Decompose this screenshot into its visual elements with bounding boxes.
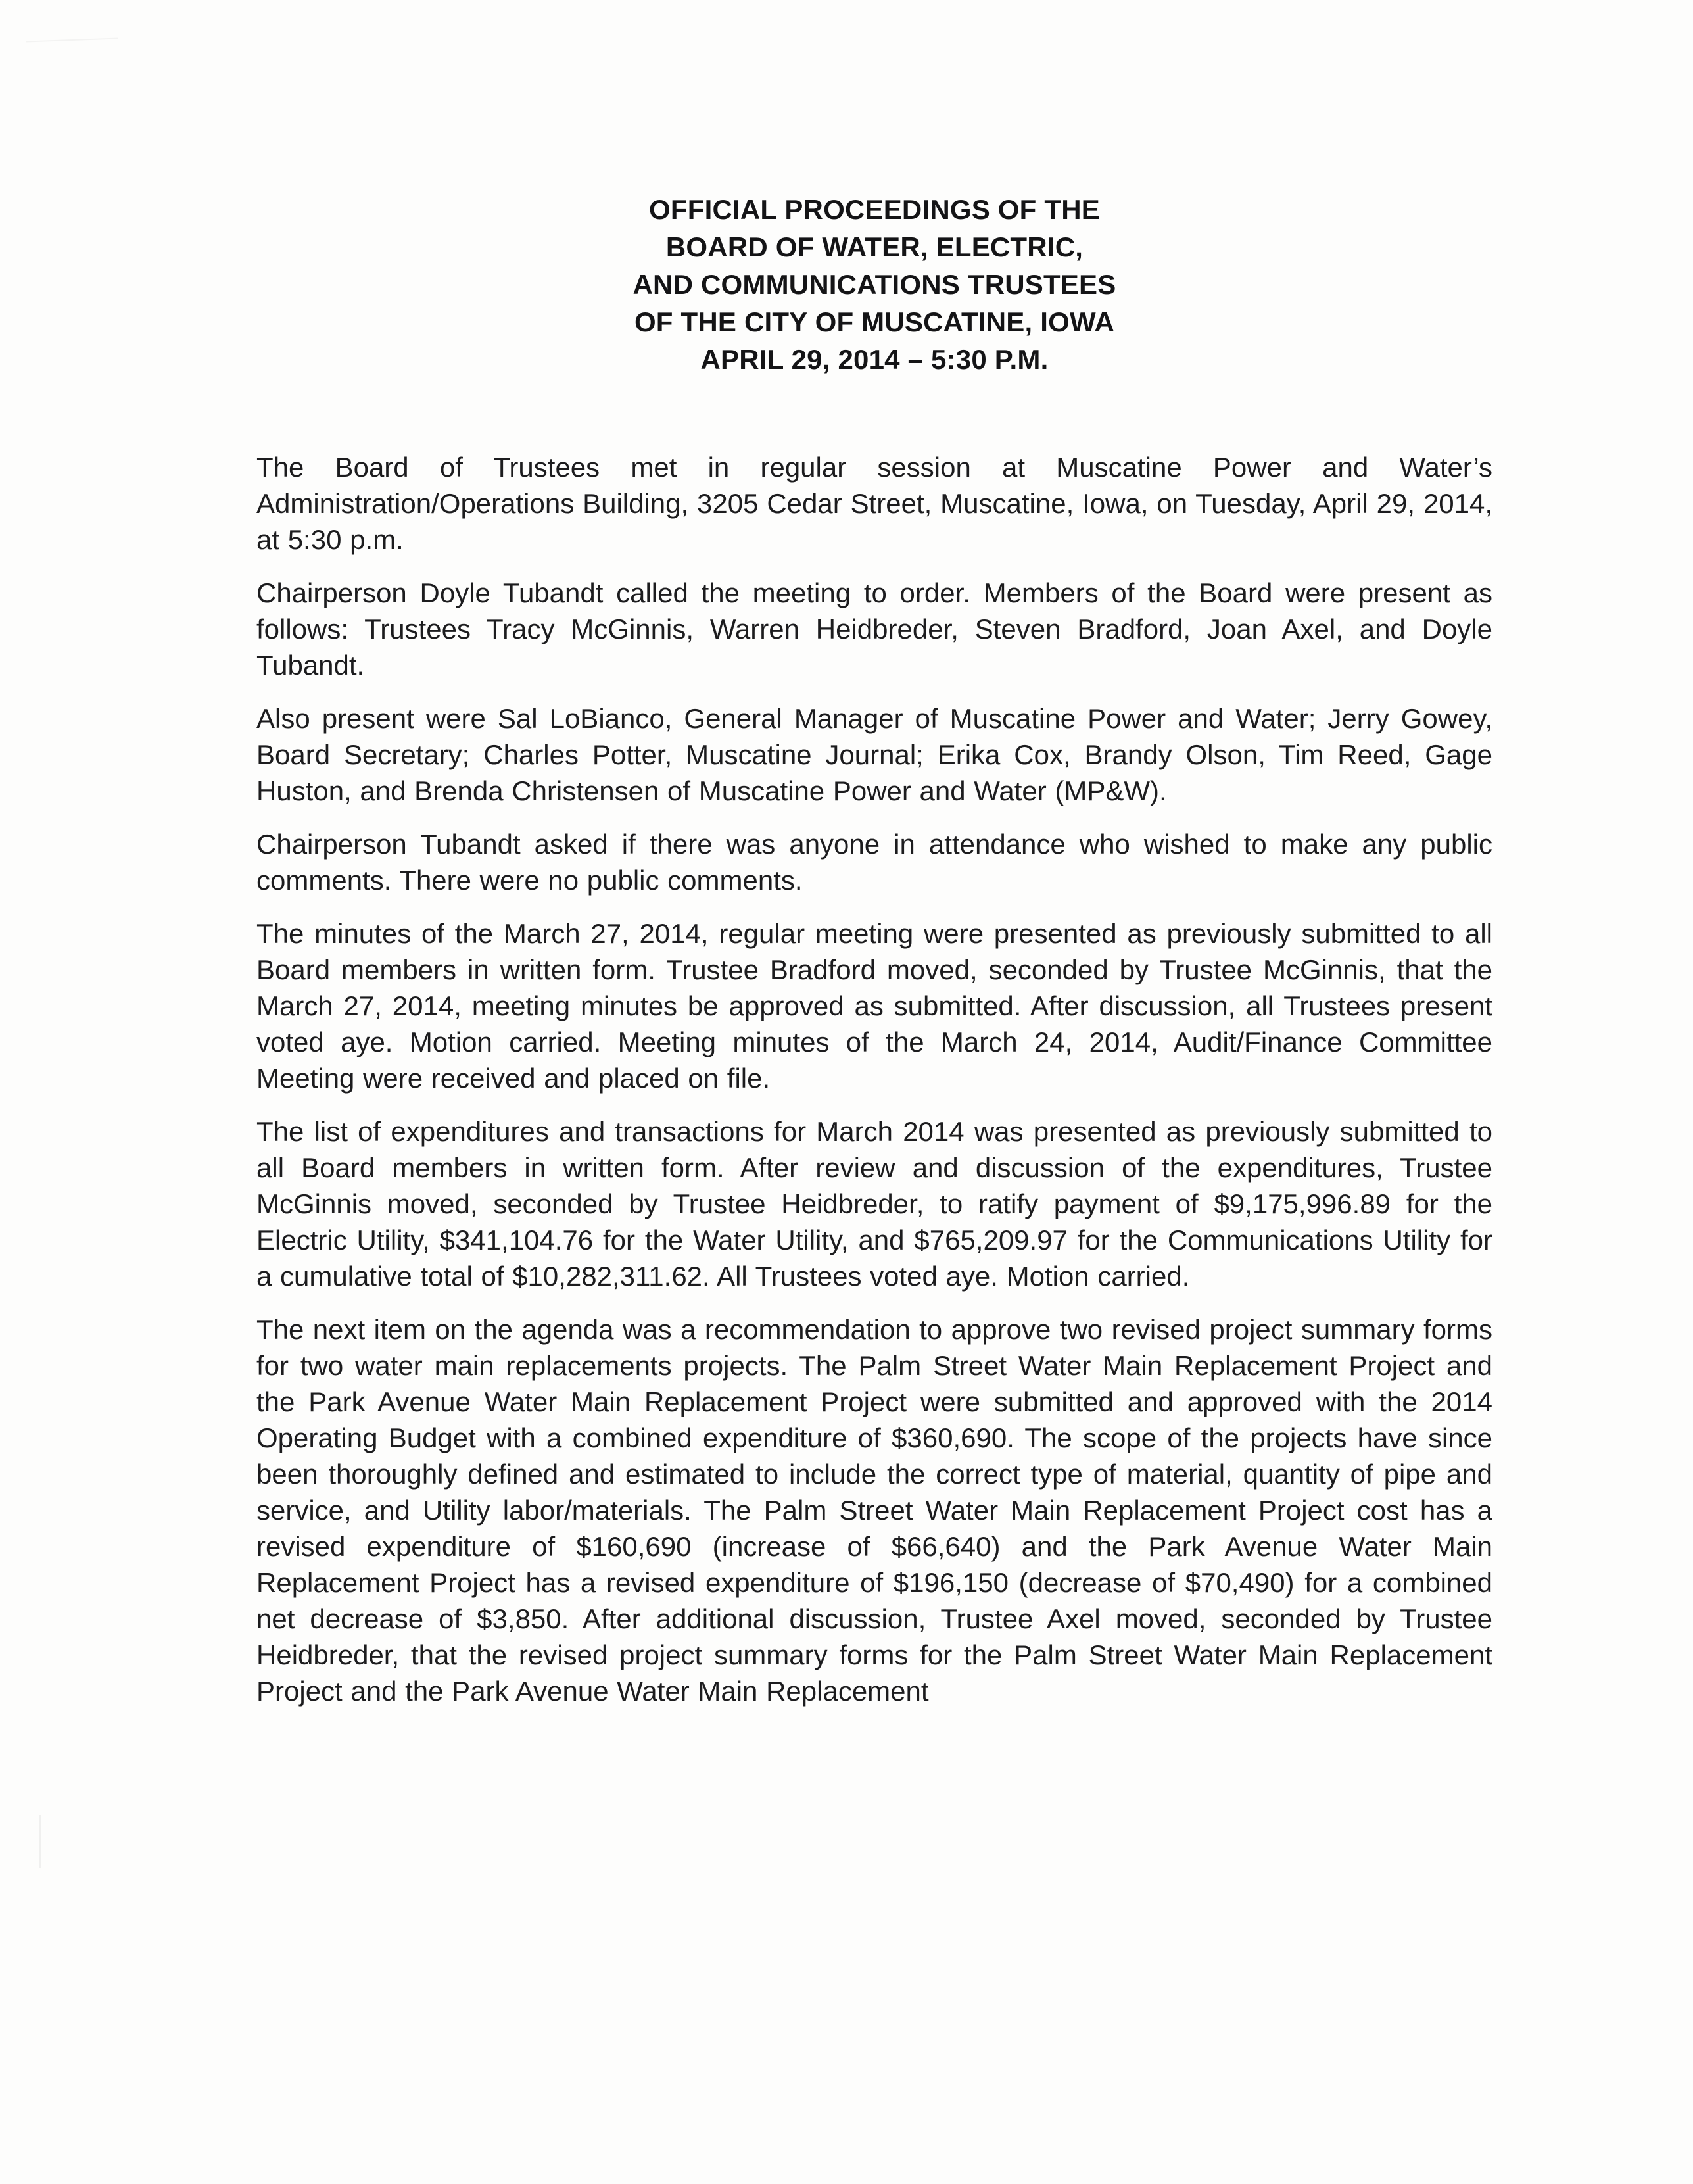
document-content [256, 191, 1492, 1726]
title-line-5: APRIL 29, 2014 – 5:30 P.M. [700, 344, 1049, 375]
scan-artifact [39, 1815, 41, 1868]
paragraph-call-to-order: Chairperson Doyle Tubandt called the meeting to order. Members of the Board were present as follows: Trustees Tracy McGinnis, Warren Heidbreder, Steven Bradford, Joan Axel, and Doyle Tubandt. [256, 577, 1492, 681]
title-line-4: OF THE CITY OF MUSCATINE, IOWA [634, 306, 1115, 337]
document-body [256, 449, 1492, 1709]
paragraph-also-present: Also present were Sal LoBianco, General Manager of Muscatine Power and Water; Jerry Gowey, Board Secretary; Charles Potter, Muscatine Journal; Erika Cox, Brandy Olson, Tim Reed, Gage Huston, and Brenda Christensen of Muscatine Power and Water (MP&W). [256, 703, 1492, 806]
title-line-1: OFFICIAL PROCEEDINGS OF THE [649, 194, 1100, 225]
paragraph-public-comments: Chairperson Tubandt asked if there was anyone in attendance who wished to make any public comments. There were no public comments. [256, 829, 1492, 896]
title-line-2: BOARD OF WATER, ELECTRIC, [665, 231, 1084, 262]
document-title [256, 191, 1492, 378]
paragraph-minutes-approval: The minutes of the March 27, 2014, regular meeting were presented as previously submitted to all Board members in written form. Trustee Bradford moved, seconded by Trustee McGinnis, that the March 27, 2014, meeting minutes be approved as submitted. After discussion, all Trustees present voted aye. Motion carried. Meeting minutes of the March 24, 2014, Audit/Finance Committee Meeting were received and placed on file. [256, 918, 1492, 1094]
paragraph-expenditures: The list of expenditures and transactions for March 2014 was presented as previously submitted to all Board members in written form. After review and discussion of the expenditures, Trustee McGinnis moved, seconded by Trustee Heidbreder, to ratify payment of $9,175,996.89 for the Electric Utility, $341,104.76 for the Water Utility, and $765,209.97 for the Communications Utility for a cumulative total of $10,282,311.62. All Trustees voted aye. Motion carried. [256, 1116, 1492, 1292]
scan-artifact [26, 38, 118, 43]
paragraph-project-summary-forms: The next item on the agenda was a recommendation to approve two revised project summary forms for two water main replacements projects. The Palm Street Water Main Replacement Project and the Park Avenue Water Main Replacement Project were submitted and approved with the 2014 Operating Budget with a combined expenditure of $360,690. The scope of the projects have since been thoroughly defined and estimated to include the correct type of material, quantity of pipe and service, and Utility labor/materials. The Palm Street Water Main Replacement Project cost has a revised expenditure of $160,690 (increase of $66,640) and the Park Avenue Water Main Replacement Project has a revised expenditure of $196,150 (decrease of $70,490) for a combined net decrease of $3,850. After additional discussion, Trustee Axel moved, seconded by Trustee Heidbreder, that the revised project summary forms for the Palm Street Water Main Replacement Project and the Park Avenue Water Main Replacement [256, 1314, 1492, 1707]
title-line-3: AND COMMUNICATIONS TRUSTEES [632, 269, 1116, 300]
paragraph-meeting-session: The Board of Trustees met in regular session at Muscatine Power and Water’s Administration/Operations Building, 3205 Cedar Street, Muscatine, Iowa, on Tuesday, April 29, 2014, at 5:30 p.m. [256, 452, 1492, 555]
